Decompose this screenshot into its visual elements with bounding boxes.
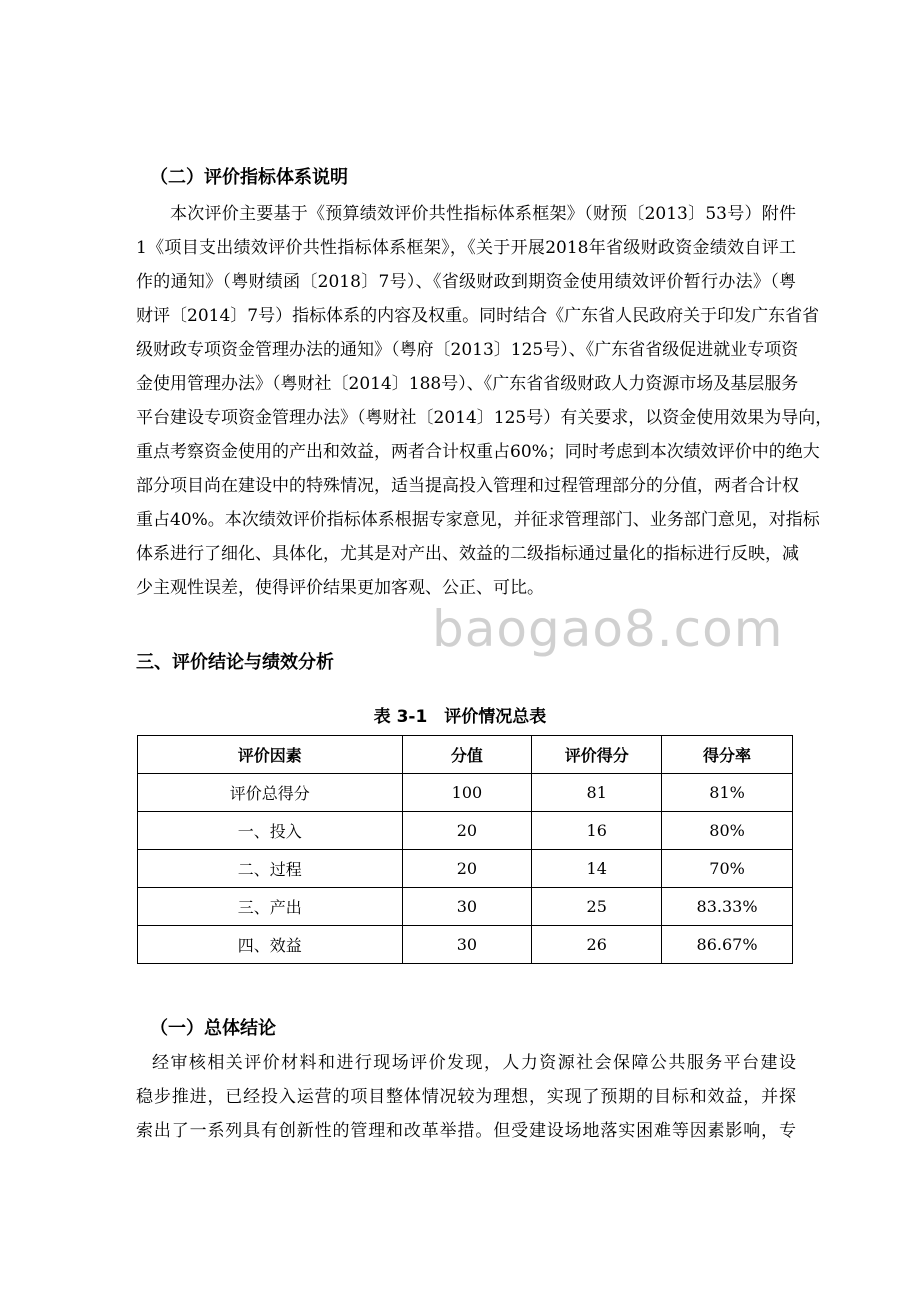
- header-score-rate: 得分率: [662, 736, 793, 774]
- paragraph-line: 1《项目支出绩效评价共性指标体系框架》，《关于开展2018年省级财政资金绩效自评工: [136, 238, 796, 258]
- table-header-row: [138, 736, 793, 774]
- cell-score-value: 100: [402, 774, 532, 812]
- table-row: [138, 774, 793, 812]
- paragraph-line: 级财政专项资金管理办法的通知》（粤府〔2013〕125号）、《广东省省级促进就业专项资: [136, 340, 799, 360]
- table-row: [138, 850, 793, 888]
- cell-factor: 四、效益: [138, 926, 403, 964]
- cell-factor: 评价总得分: [138, 774, 403, 812]
- paragraph-line: 财评〔2014〕7号）指标体系的内容及权重。同时结合《广东省人民政府关于印发广东省省: [136, 306, 820, 326]
- overall-conclusion-paragraph: [136, 1046, 796, 1148]
- table-title: 表 3-1 评价情况总表: [373, 707, 547, 727]
- header-factor: 评价因素: [138, 736, 403, 774]
- paragraph-line: 部分项目尚在建设中的特殊情况，适当提高投入管理和过程管理部分的分值，两者合计权: [136, 476, 799, 496]
- table-row: [138, 812, 793, 850]
- paragraph-line: 作的通知》（粤财绩函〔2018〕7号）、《省级财政到期资金使用绩效评价暂行办法》（粤: [136, 272, 796, 292]
- paragraph-line: 经审核相关评价材料和进行现场评价发现，人力资源社会保障公共服务平台建设: [152, 1053, 796, 1073]
- cell-score-rate: 83.33%: [662, 888, 793, 926]
- cell-score-value: 20: [402, 850, 532, 888]
- cell-score-value: 20: [402, 812, 532, 850]
- evaluation-summary-table: [137, 735, 793, 964]
- table-row: [138, 926, 793, 964]
- indicator-system-paragraph: [136, 197, 833, 605]
- cell-factor: 三、产出: [138, 888, 403, 926]
- watermark: baogao8.com: [432, 600, 784, 658]
- cell-score-value: 30: [402, 888, 532, 926]
- cell-evaluated-score: 14: [532, 850, 662, 888]
- cell-score-rate: 70%: [662, 850, 793, 888]
- cell-factor: 一、投入: [138, 812, 403, 850]
- cell-score-rate: 81%: [662, 774, 793, 812]
- header-evaluated-score: 评价得分: [532, 736, 662, 774]
- cell-evaluated-score: 25: [532, 888, 662, 926]
- paragraph-line: 索出了一系列具有创新性的管理和改革举措。但受建设场地落实困难等因素影响，专: [136, 1121, 796, 1141]
- cell-score-value: 30: [402, 926, 532, 964]
- cell-score-rate: 86.67%: [662, 926, 793, 964]
- paragraph-line: 本次评价主要基于《预算绩效评价共性指标体系框架》（财预〔2013〕53号）附件: [170, 204, 796, 224]
- cell-evaluated-score: 81: [532, 774, 662, 812]
- paragraph-line: 稳步推进，已经投入运营的项目整体情况较为理想，实现了预期的目标和效益，并探: [136, 1087, 796, 1107]
- paragraph-line: 重占40%。本次绩效评价指标体系根据专家意见，并征求管理部门、业务部门意见，对指标: [136, 510, 820, 530]
- cell-evaluated-score: 26: [532, 926, 662, 964]
- section-heading-evaluation-conclusion: 三、评价结论与绩效分析: [136, 652, 334, 673]
- section-heading-indicator-system: （二）评价指标体系说明: [150, 167, 348, 188]
- cell-score-rate: 80%: [662, 812, 793, 850]
- table-row: [138, 888, 793, 926]
- paragraph-line: 平台建设专项资金管理办法》（粤财社〔2014〕125号）有关要求，以资金使用效果为导向，: [136, 408, 833, 428]
- paragraph-line: 重点考察资金使用的产出和效益，两者合计权重占60%；同时考虑到本次绩效评价中的绝大: [136, 442, 820, 462]
- header-score-value: 分值: [402, 736, 532, 774]
- paragraph-line: 金使用管理办法》（粤财社〔2014〕188号）、《广东省省级财政人力资源市场及基层服务: [136, 374, 799, 394]
- paragraph-line: 体系进行了细化、具体化，尤其是对产出、效益的二级指标通过量化的指标进行反映，减: [136, 544, 799, 564]
- subsection-heading-overall-conclusion: （一）总体结论: [150, 1018, 276, 1039]
- paragraph-line: 少主观性误差，使得评价结果更加客观、公正、可比。: [136, 578, 544, 598]
- cell-factor: 二、过程: [138, 850, 403, 888]
- cell-evaluated-score: 16: [532, 812, 662, 850]
